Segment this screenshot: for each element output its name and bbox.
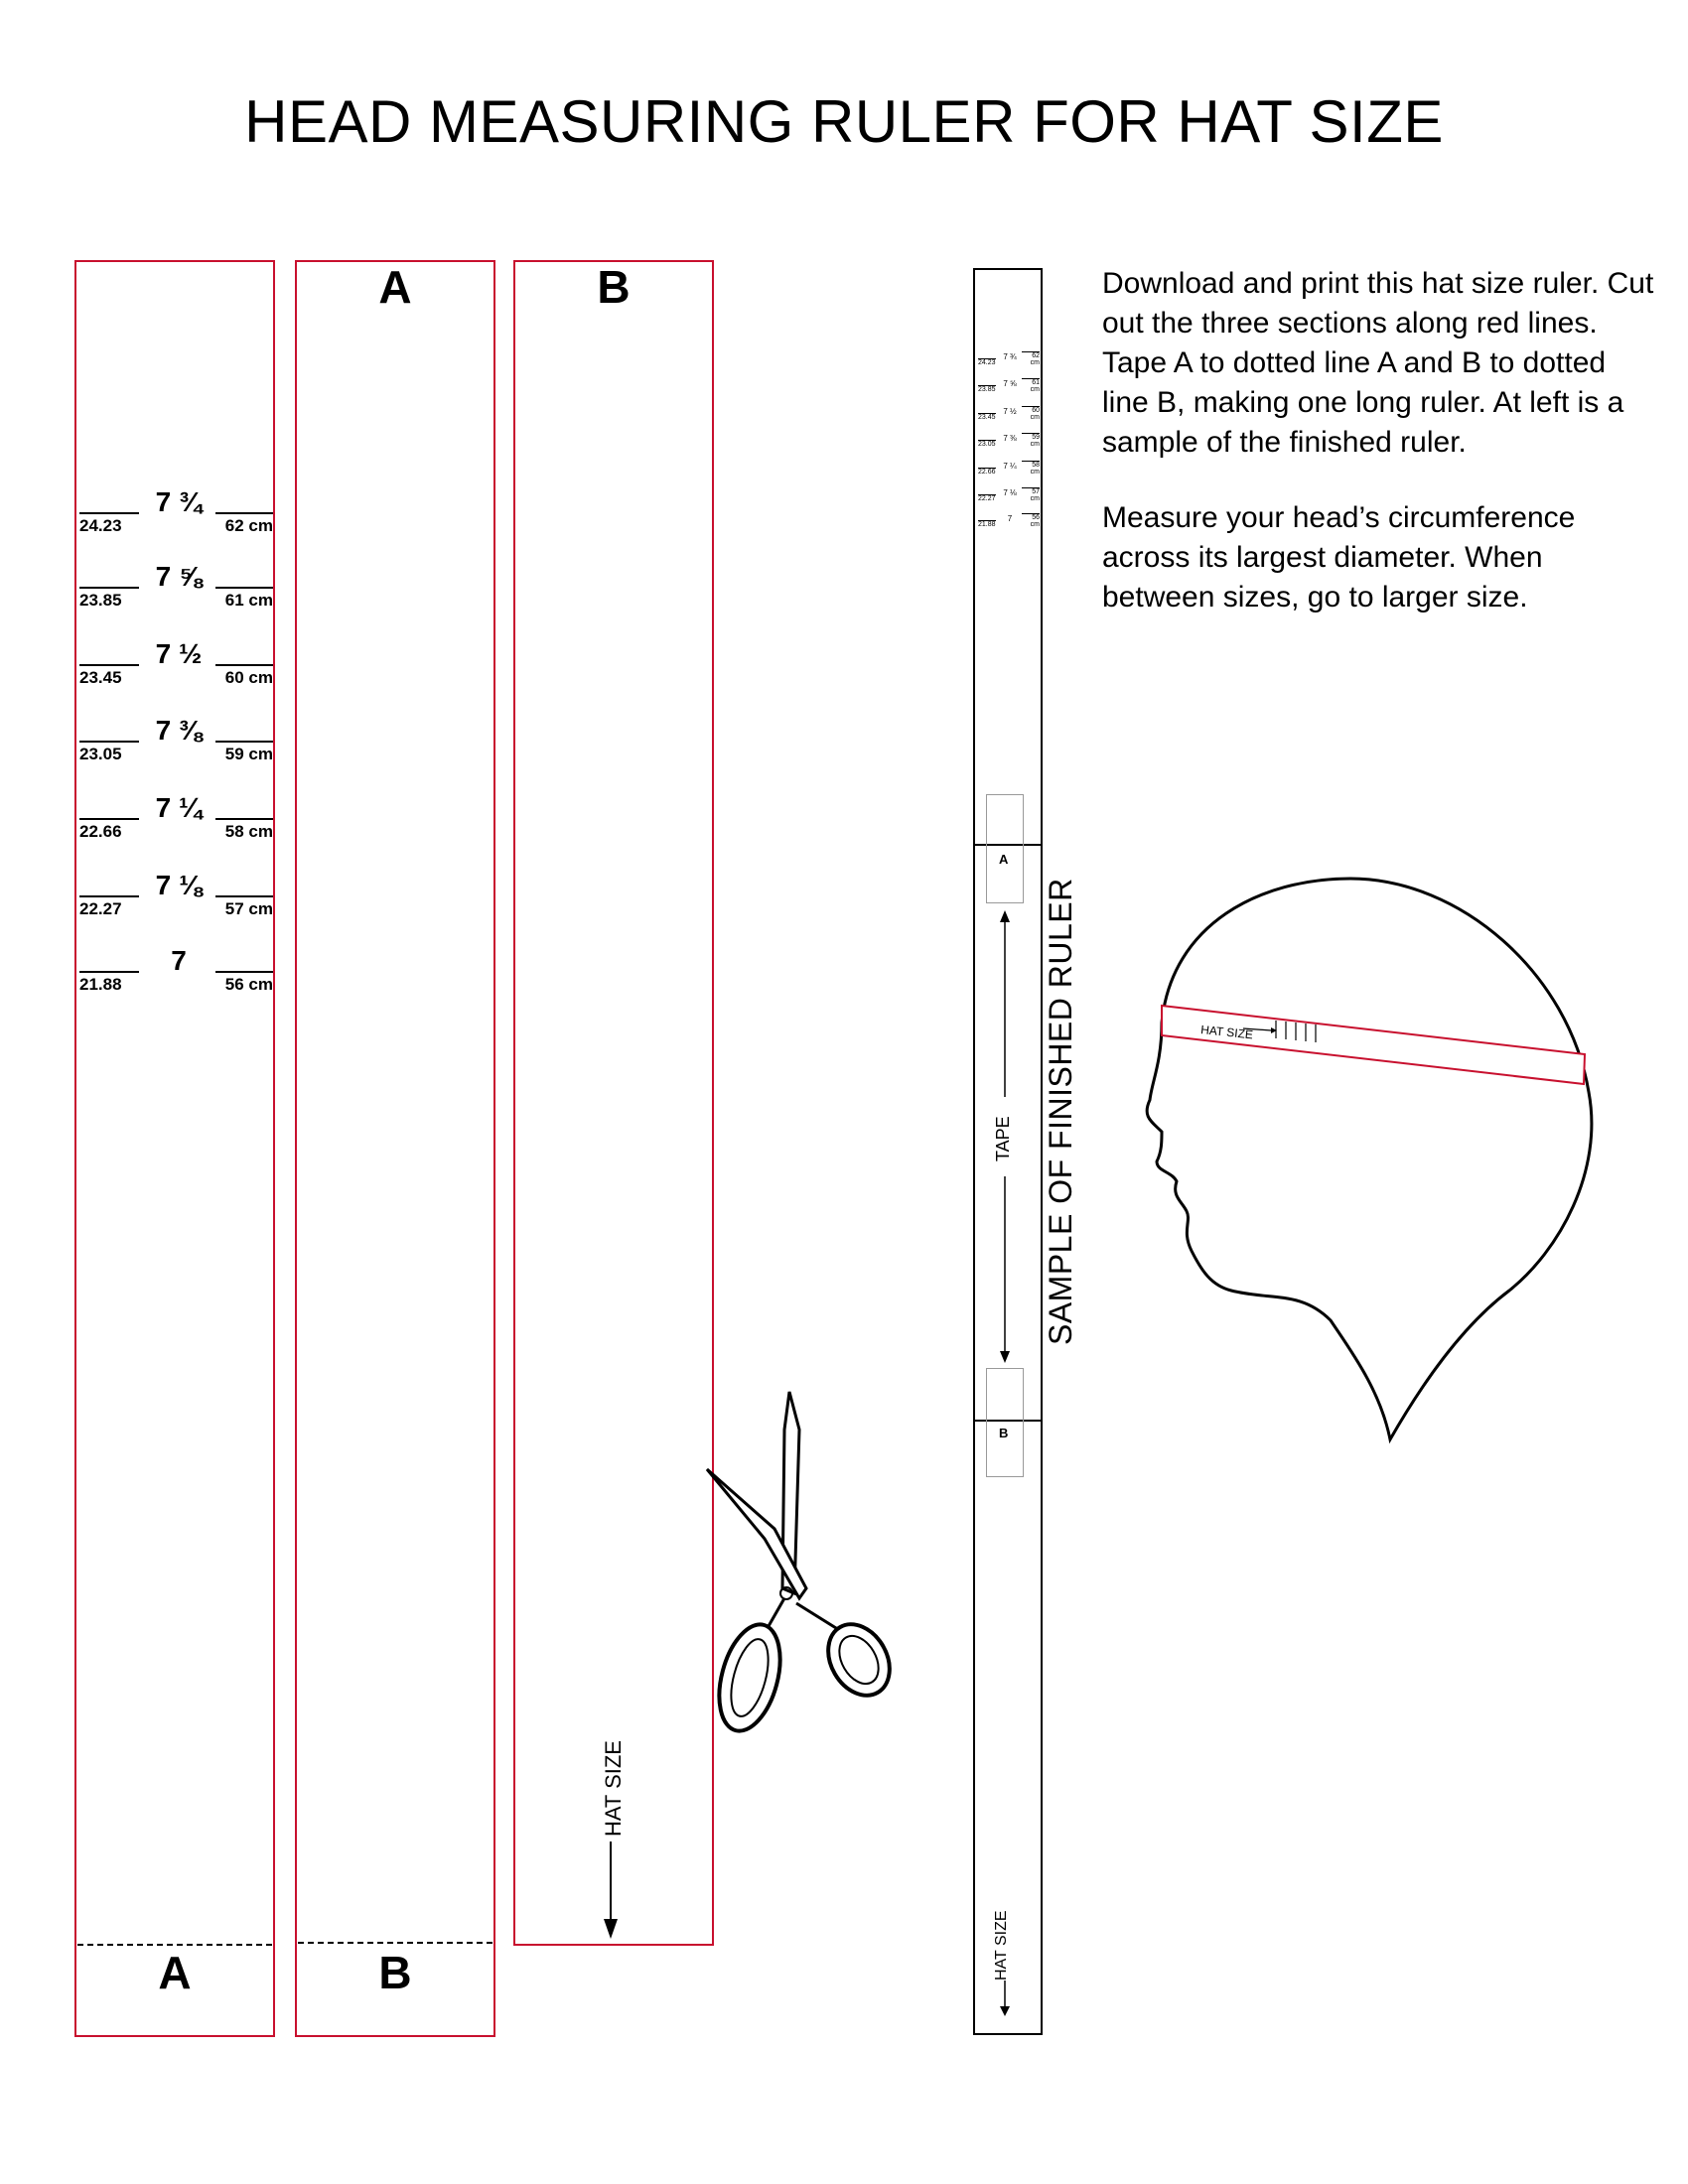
size-hat: 7 ⅜ <box>155 715 203 746</box>
sample-size-cm: 58 cm <box>1022 461 1040 476</box>
sample-label-b: B <box>999 1426 1009 1440</box>
sample-size-hat: 7 ⅝ <box>1003 379 1017 388</box>
size-hat: 7 ⅝ <box>155 561 203 592</box>
size-cm: 56 cm <box>215 971 273 995</box>
sample-size-hat: 7 ¾ <box>1003 352 1017 361</box>
instructions-paragraph-1: Download and print this hat size ruler. Cut out the three sections along red lines. Tape A to dotted line A and B to dotted line B, making one long ruler. At left is a sample of the finished ruler. <box>1102 267 1654 459</box>
sample-size-cm: 56 cm <box>1022 513 1040 528</box>
sample-size-inches: 21.88 <box>978 521 996 528</box>
sample-hat-size-label: HAT SIZE <box>993 1910 1010 1980</box>
size-cm: 57 cm <box>215 895 273 919</box>
size-hat: 7 ⅛ <box>155 870 203 900</box>
sample-size-row <box>978 462 1040 476</box>
size-hat: 7 <box>171 945 187 976</box>
sample-size-hat: 7 ⅛ <box>1003 488 1017 497</box>
size-cm: 59 cm <box>215 741 273 764</box>
sample-size-inches: 23.05 <box>978 441 996 448</box>
size-cm: 60 cm <box>215 664 273 688</box>
sample-label-a: A <box>999 852 1009 867</box>
sample-size-cm: 62 cm <box>1022 351 1040 366</box>
size-inches: 24.23 <box>79 512 139 536</box>
strip2-label-a: A <box>378 261 412 313</box>
sample-size-inches: 24.23 <box>978 359 996 366</box>
sample-tape-label: TAPE <box>993 1116 1013 1161</box>
instructions-paragraph-2: Measure your head’s circumference across its largest diameter. When between sizes, go to larger size. <box>1102 501 1576 614</box>
sample-size-hat: 7 ⅜ <box>1003 434 1017 443</box>
sample-size-inches: 23.85 <box>978 386 996 393</box>
sample-size-row <box>978 407 1040 421</box>
size-inches: 23.85 <box>79 587 139 611</box>
sample-size-row <box>978 352 1040 366</box>
dotted-line-b <box>298 1942 492 1944</box>
sample-size-inches: 22.66 <box>978 469 996 476</box>
sample-size-cm: 60 cm <box>1022 406 1040 421</box>
size-row <box>79 715 273 764</box>
strip3-hat-size-label: HAT SIZE <box>601 1740 626 1837</box>
strip3-label-b: B <box>597 261 631 313</box>
size-inches: 21.88 <box>79 971 139 995</box>
sample-tape-a <box>986 794 1024 903</box>
scissors-icon <box>705 1390 904 1747</box>
strip1-label-a: A <box>158 1947 192 1998</box>
size-cm: 61 cm <box>215 587 273 611</box>
sample-size-cm: 57 cm <box>1022 487 1040 502</box>
sample-tape-b <box>986 1368 1024 1477</box>
size-inches: 22.66 <box>79 818 139 842</box>
size-cm: 62 cm <box>215 512 273 536</box>
sample-size-row <box>978 514 1040 528</box>
sample-size-row <box>978 488 1040 502</box>
sample-ruler-label: SAMPLE OF FINISHED RULER <box>1043 878 1078 1345</box>
size-row <box>79 638 273 688</box>
sample-hat-size-arrow-icon <box>995 1980 1015 2020</box>
sample-size-row <box>978 434 1040 448</box>
ruler-strip-3 <box>513 260 714 1946</box>
size-inches: 23.45 <box>79 664 139 688</box>
size-row <box>79 945 273 995</box>
size-hat: 7 ¼ <box>155 792 203 823</box>
size-inches: 22.27 <box>79 895 139 919</box>
size-row <box>79 561 273 611</box>
page-title: HEAD MEASURING RULER FOR HAT SIZE <box>244 88 1444 155</box>
hat-size-arrow-icon <box>601 1842 621 1941</box>
size-row <box>79 486 273 536</box>
sample-size-hat: 7 <box>1007 514 1013 523</box>
size-cm: 58 cm <box>215 818 273 842</box>
size-inches: 23.05 <box>79 741 139 764</box>
ruler-strip-2 <box>295 260 495 2037</box>
sample-size-hat: 7 ¼ <box>1003 462 1017 471</box>
size-row <box>79 792 273 842</box>
strip2-label-b: B <box>378 1947 412 1998</box>
size-hat: 7 ½ <box>155 638 203 669</box>
sample-size-inches: 22.27 <box>978 495 996 502</box>
sample-size-cm: 59 cm <box>1022 433 1040 448</box>
head-hat-size-label: HAT SIZE <box>1199 1023 1254 1042</box>
size-row <box>79 870 273 919</box>
sample-size-inches: 23.45 <box>978 414 996 421</box>
sample-size-row <box>978 379 1040 393</box>
head-profile-illustration <box>1132 854 1609 1449</box>
sample-size-cm: 61 cm <box>1022 378 1040 393</box>
sample-size-hat: 7 ½ <box>1003 407 1017 416</box>
size-hat: 7 ¾ <box>155 486 203 517</box>
